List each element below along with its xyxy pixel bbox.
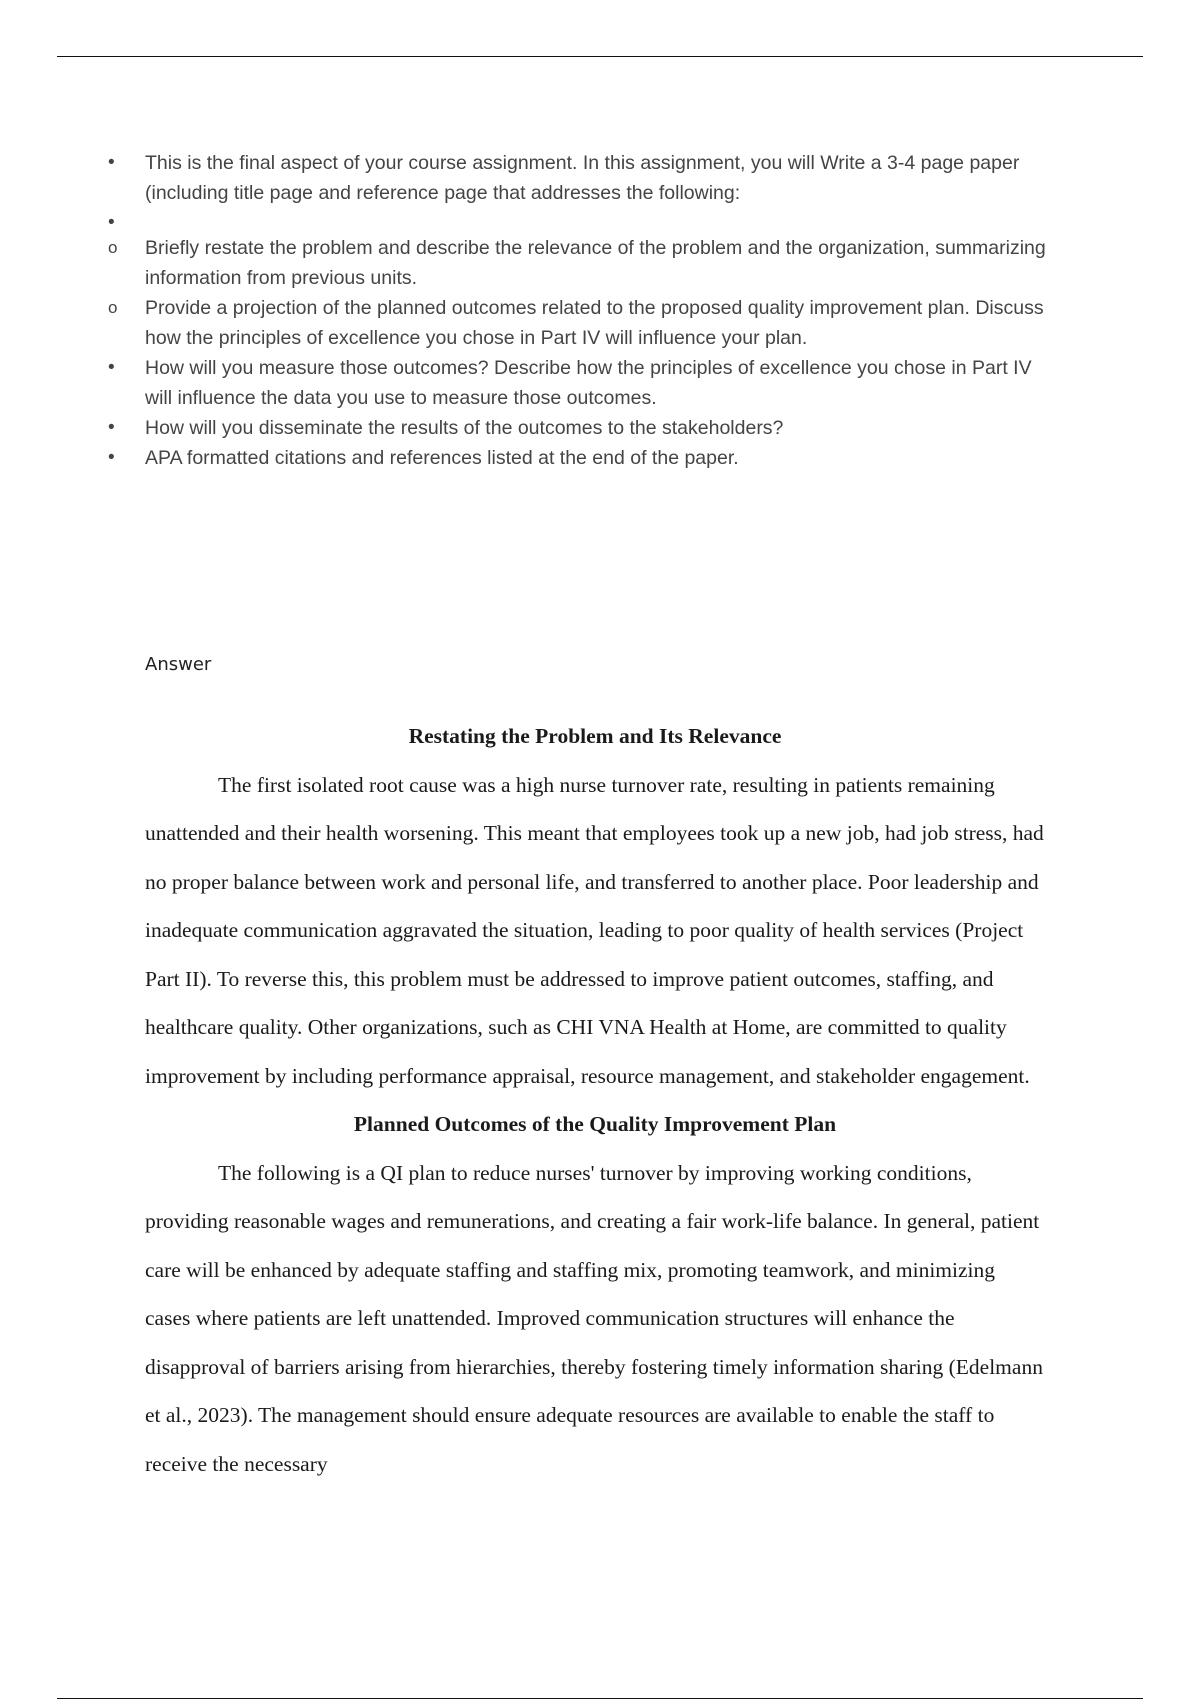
- instruction-text: How will you measure those outcomes? Describe how the principles of excellence you chose in Part IV will influence the data you use to measure those outcomes.: [145, 357, 1032, 409]
- instruction-item: [0, 233, 1200, 293]
- bullet-marker: •: [108, 212, 115, 233]
- bullet-marker: •: [108, 447, 115, 468]
- section-heading: Planned Outcomes of the Quality Improvement Plan: [353, 1112, 837, 1136]
- assignment-instructions: [0, 148, 1200, 473]
- instruction-text: Briefly restate the problem and describe the relevance of the problem and the organization, summarizing information from previous units.: [145, 237, 1046, 289]
- instruction-item-empty: [0, 208, 1200, 233]
- instruction-text: APA formatted citations and references listed at the end of the paper.: [145, 447, 739, 469]
- instruction-item: [0, 293, 1200, 353]
- section-paragraph: The first isolated root cause was a high nurse turnover rate, resulting in patients remaining unattended and their health worsening. This meant that employees took up a new job, had job stress, had no proper balance between work and personal life, and transferred to another place. Poor leadership and inadequate communication aggravated the situation, leading to poor quality of health services (Project Part II). To reverse this, this problem must be addressed to improve patient outcomes, staffing, and healthcare quality. Other organizations, such as CHI VNA Health at Home, are committed to quality improvement by including performance appraisal, resource management, and stakeholder engagement.: [145, 772, 1044, 1088]
- instruction-item: [0, 443, 1200, 473]
- header-rule: [57, 56, 1143, 57]
- bullet-marker: •: [108, 357, 115, 378]
- instruction-item: [0, 413, 1200, 443]
- instruction-item: [0, 353, 1200, 413]
- bullet-marker: •: [108, 152, 115, 173]
- section-heading: Restating the Problem and Its Relevance: [408, 724, 782, 748]
- footer-rule: [57, 1698, 1143, 1699]
- instruction-text: This is the final aspect of your course assignment. In this assignment, you will Write a 3-4 page paper (including title page and reference page that addresses the following:: [145, 152, 1020, 204]
- sub-bullet-marker: o: [108, 238, 118, 257]
- instruction-text: How will you disseminate the results of the outcomes to the stakeholders?: [145, 417, 784, 439]
- instruction-item: [0, 148, 1200, 208]
- answer-label: Answer: [145, 654, 212, 675]
- instruction-text: Provide a projection of the planned outcomes related to the proposed quality improvement plan. Discuss how the principles of excellence you chose in Part IV will influence your plan.: [145, 297, 1044, 349]
- section-paragraph: The following is a QI plan to reduce nurses' turnover by improving working conditions, providing reasonable wages and remunerations, and creating a fair work-life balance. In general, patient care will be enhanced by adequate staffing and staffing mix, promoting teamwork, and minimizing cases where patients are left unattended. Improved communication structures will enhance the disapproval of barriers arising from hierarchies, thereby fostering timely information sharing (Edelmann et al., 2023). The management should ensure adequate resources are available to enable the staff to receive the necessary: [145, 1160, 1043, 1476]
- sub-bullet-marker: o: [108, 298, 118, 317]
- essay-body: [145, 712, 1045, 1488]
- bullet-marker: •: [108, 417, 115, 438]
